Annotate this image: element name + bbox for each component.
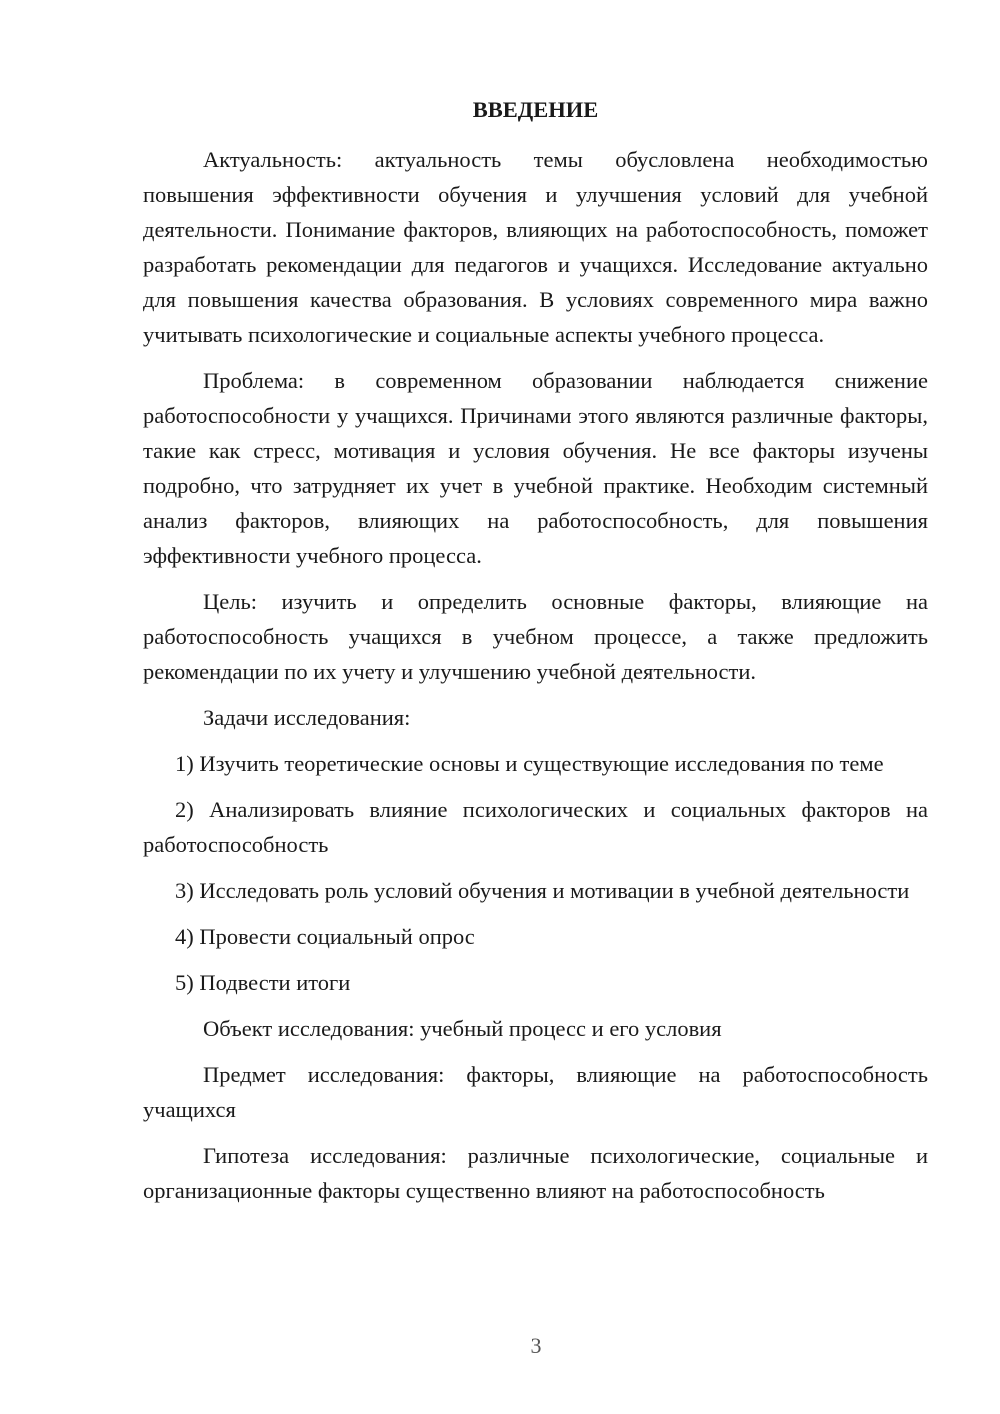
goal-paragraph: Цель: изучить и определить основные факторы, влияющие на работоспособность учащихся в учебном процессе, а также предложить рекомендации по их учету и улучшению учебной деятельности.	[143, 589, 928, 684]
problem-paragraph: Проблема: в современном образовании наблюдается снижение работоспособности у учащихся. Причинами этого являются различные факторы, такие как стресс, мотивация и условия обучения. Не все факторы изучены подробно, что затрудняет их учет в учебной практике. Необходим системный анализ факторов, влияющих на работоспособность, для повышения эффективности учебного процесса.	[143, 368, 928, 568]
task-item: 4) Провести социальный опрос	[175, 924, 475, 949]
task-item: 1) Изучить теоретические основы и существующие исследования по теме	[175, 751, 884, 776]
task-item: 2) Анализировать влияние психологических и социальных факторов на работоспособность	[143, 797, 928, 857]
subject-paragraph: Предмет исследования: факторы, влияющие на работоспособность учащихся	[143, 1062, 928, 1122]
task-item: 5) Подвести итоги	[175, 970, 351, 995]
tasks-heading: Задачи исследования:	[203, 705, 411, 730]
page-number: 3	[530, 1333, 542, 1358]
task-item: 3) Исследовать роль условий обучения и мотивации в учебной деятельности	[175, 878, 910, 903]
section-title: ВВЕДЕНИЕ	[472, 97, 599, 122]
relevance-paragraph: Актуальность: актуальность темы обусловлена необходимостью повышения эффективности обучения и улучшения условий для учебной деятельности. Понимание факторов, влияющих на работоспособность, поможет разработать рекомендации для педагогов и учащихся. Исследование актуально для повышения качества образования. В условиях современного мира важно учитывать психологические и социальные аспекты учебного процесса.	[143, 147, 928, 347]
object-paragraph: Объект исследования: учебный процесс и его условия	[203, 1016, 722, 1041]
hypothesis-paragraph: Гипотеза исследования: различные психологические, социальные и организационные факторы существенно влияют на работоспособность	[143, 1143, 928, 1203]
document-page	[143, 92, 928, 1219]
